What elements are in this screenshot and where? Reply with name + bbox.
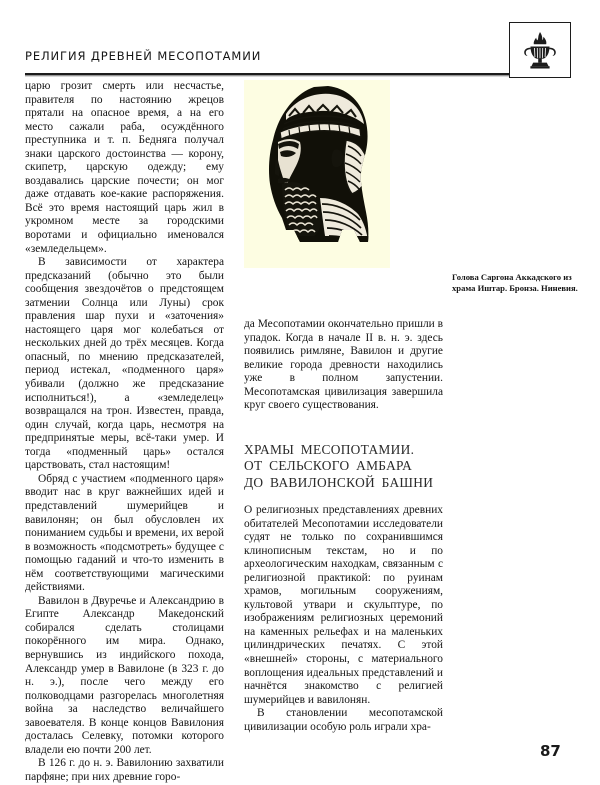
section-heading-line-1: ХРАМЫ МЕСОПОТАМИИ. [244, 442, 415, 457]
section-heading-line-2: ОТ СЕЛЬСКОГО АМБАРА [244, 458, 413, 474]
right-column-upper [244, 318, 443, 413]
figure-caption: Голова Саргона Аккадского из храма Иштар. Бронза. Ниневия. [452, 272, 578, 294]
paragraph: царю грозит смерть или несчастье, правителя по настоянию жрецов прятали на опасное время, а на его место сажали раба, осуждённого преступника и т. п. Бедняга получал знаки царского достоинства — корону, скипетр, царскую одежду; ему воздавались царские почести; он мог даже отдавать кое-какие распоряжения. Всё это время настоящий царь жил в укромном месте за городскими воротами и официально именовался «земледельцем». [25, 80, 224, 255]
section-heading [244, 442, 454, 491]
paragraph: В становлении месопотамской цивилизации особую роль играли хра- [244, 707, 443, 733]
header-divider [25, 73, 512, 77]
paragraph: О религиозных представлениях древних обитателей Месопотамии исследователи судят не только по сохранившимся клинописным текстам, но и по археологическим находкам, связанным с религиозной практикой: по руинам храмов, могильным сооружениям, культовой утвари и скульптуре, по изображениям религиозных церемоний на каменных рельефах и на маленьких цилиндрических печатях. С этой «внешней» стороны, с материального воплощения идеальных представлений и начнётся знакомство с религией шумерийцев и вавилонян. [244, 504, 443, 706]
flaming-urn-icon [518, 29, 562, 71]
figure-sargon-head [244, 80, 390, 268]
section-heading-line-3: ДО ВАВИЛОНСКОЙ БАШНИ [244, 474, 434, 490]
page-title: РЕЛИГИЯ ДРЕВНЕЙ МЕСОПОТАМИИ [25, 49, 262, 63]
chapter-emblem [509, 22, 571, 78]
right-column-body [244, 504, 443, 734]
paragraph: Обряд с участием «подменного царя» вводит нас в круг важнейших идей и представлений шумерийцев и вавилонян; он был обусловлен их пониманием судьбы и времени, их верой в возможность «подсмотреть» будущее с помощью гаданий и что-то изменить в нём соответствующими магическими действиями. [25, 472, 224, 594]
paragraph: Вавилон в Двуречье и Александрию в Египте Александр Македонский собирался сделать столицами покорённого им мира. Однако, вернувшись из индийского похода, Александр умер в Вавилоне (в 323 г. до н. э.), после чего между его полководцами разгорелась многолетняя война за наследство величайшего завоевателя. В конце концов Вавилония досталась Селевку, потомки которого владели ею почти 200 лет. [25, 594, 224, 756]
paragraph: В 126 г. до н. э. Вавилонию захватили парфяне; при них древние горо- [25, 757, 224, 783]
page-number: 87 [540, 742, 561, 760]
paragraph: да Месопотамии окончательно пришли в упадок. Когда в начале II в. н. э. здесь появились римляне, Вавилон и другие великие города древности находились уже в полном запустении. Месопотамская цивилизация завершила круг своего существования. [244, 318, 443, 412]
paragraph: В зависимости от характера предсказаний (обычно это были сообщения звездочётов о предстоящем затмении Солнца или Луны) срок правления шар пухи и «заточения» настоящего царя мог колебаться от нескольких дней до трёх месяцев. Когда опасный, по мнению предсказателей, период истекал, «подменного царя» убивали (должно же предсказание исполниться!), а «земледелец» возвращался на трон. Известен, правда, один случай, когда царь, несмотря на предпринятые меры, всё-таки умер. И тогда «подменный царь» остался царствовать, стал настоящим! [25, 256, 224, 472]
left-column [25, 80, 224, 784]
